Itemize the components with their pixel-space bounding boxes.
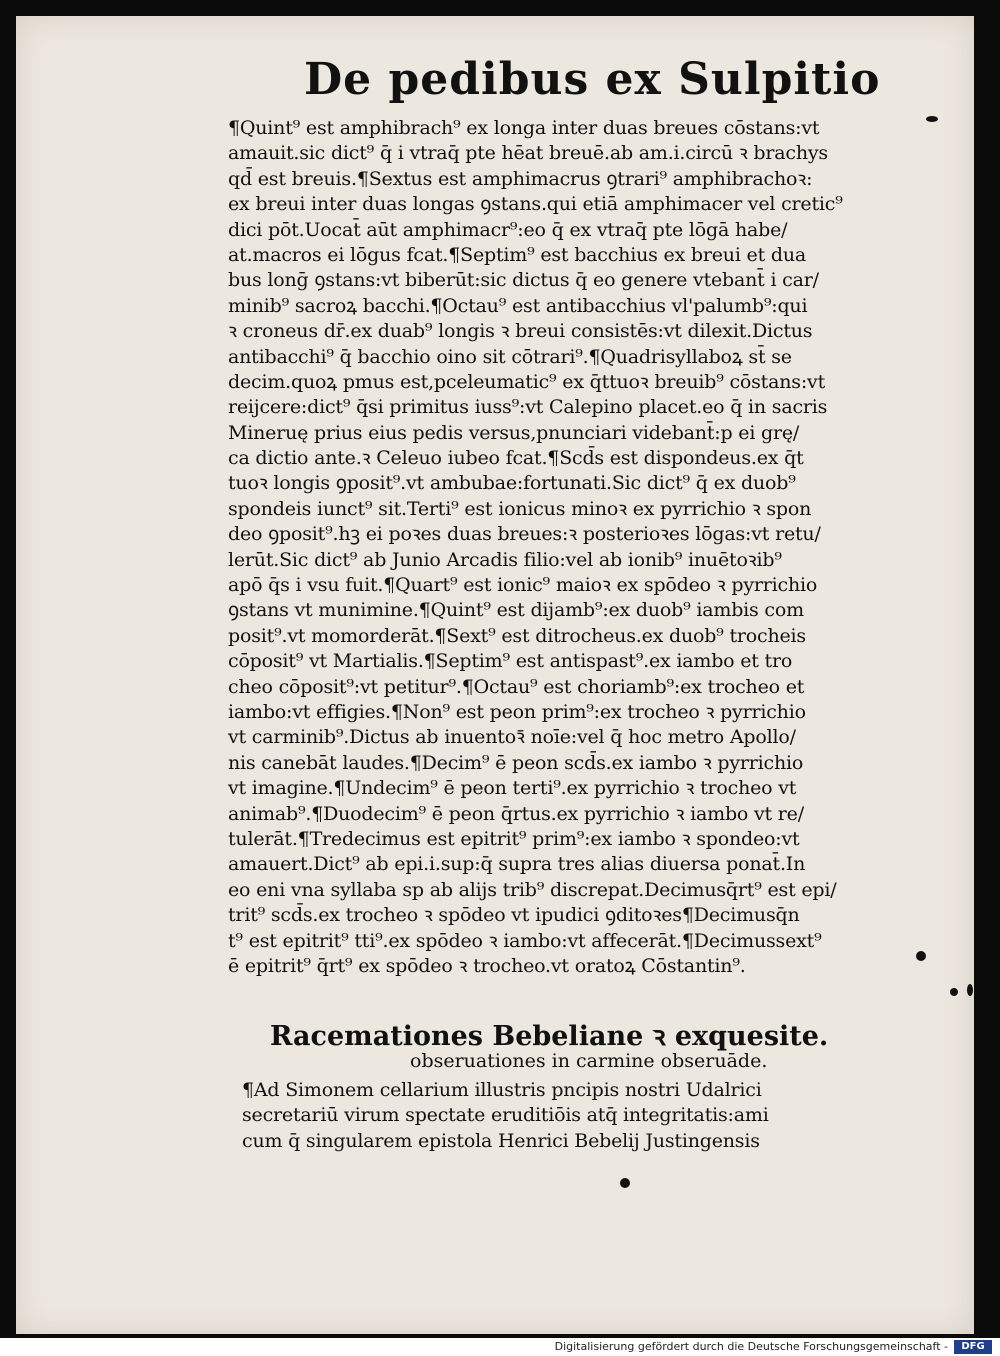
body-line: ¶Quint⁹ est amphibrach⁹ ex longa inter duas breues cōstans:vt <box>228 117 820 139</box>
body-line: reijcere:dict⁹ q̄si primitus iuss⁹:vt Calepino placet.eo q̄ in sacris <box>228 396 828 419</box>
body-line: antibacchi⁹ q̄ bacchio oino sit cōtrari⁹.¶Quadrisyllaboꝝ st̄ se <box>228 345 792 368</box>
ink-mark <box>926 116 938 122</box>
body-line: bus lonḡ ꝯstans:vt biberūt:sic dictus q̄ eo genere vtebant̄ i car/ <box>228 269 819 292</box>
body-line: at.macros ei lōgus fcat.¶Septim⁹ est bacchius ex breui et dua <box>228 243 807 266</box>
digitization-footer <box>0 1338 1000 1356</box>
body-line: nis canebāt laudes.¶Decim⁹ ē peon scd̄s.ex iambo ꝛ pyrrichio <box>228 751 804 774</box>
body-line: deo ꝯposit⁹.hꝫ ei poꝛes duas breues:ꝛ posterioꝛes lōgas:vt retu/ <box>228 523 821 546</box>
body-line: ꝛ croneus dr̄.ex duab⁹ longis ꝛ breui consistēs:vt dilexit.Dictus <box>228 320 813 343</box>
body-line: amauert.Dict⁹ ab epi.i.sup:q̄ supra tres alias diuersa ponat̄.In <box>228 853 806 876</box>
body-line: spondeis iunct⁹ sit.Terti⁹ est ionicus minoꝛ ex pyrrichio ꝛ spon <box>228 497 812 520</box>
ink-mark <box>950 988 958 996</box>
body-text <box>228 116 928 979</box>
body-line: ꝯstans vt munimine.¶Quint⁹ est dijamb⁹:ex duob⁹ iambis com <box>228 599 804 622</box>
body-line: cheo cōposit⁹:vt petitur⁹.¶Octau⁹ est choriamb⁹:ex trocheo et <box>228 675 805 698</box>
body-line: tulerāt.¶Tredecimus est epitrit⁹ prim⁹:ex iambo ꝛ spondeo:vt <box>228 827 800 850</box>
body-line: tuoꝛ longis ꝯposit⁹.vt ambubae:fortunati.Sic dict⁹ q̄ ex duob⁹ <box>228 472 796 495</box>
ink-mark <box>916 951 926 961</box>
body-line: lerūt.Sic dict⁹ ab Junio Arcadis filio:vel ab ionib⁹ inuētoꝛib⁹ <box>228 548 782 571</box>
body-line: animab⁹.¶Duodecim⁹ ē peon q̄rtus.ex pyrrichio ꝛ iambo vt re/ <box>228 802 804 825</box>
body-line: minib⁹ sacroꝝ bacchi.¶Octau⁹ est antibacchius vl'palumb⁹:qui <box>228 294 808 317</box>
body-line: amauit.sic dict⁹ q̄ i vtraq̄ pte hēat breuē.ab am.i.circū ꝛ brachys <box>228 142 828 165</box>
body-line: vt imagine.¶Undecim⁹ ē peon terti⁹.ex pyrrichio ꝛ trocheo vt <box>228 777 797 800</box>
body-line: t⁹ est epitrit⁹ tti⁹.ex spōdeo ꝛ iambo:vt affecerāt.¶Decimussext⁹ <box>228 929 822 952</box>
body-line: Mineruę prius eius pedis versus,pnunciari videbant̄:p ei grę/ <box>228 421 800 444</box>
book-page <box>16 16 974 1334</box>
body-line: decim.quoꝝ pmus est,pceleumatic⁹ ex q̄ttuoꝛ breuib⁹ cōstans:vt <box>228 370 826 393</box>
dfg-logo: DFG <box>954 1340 992 1354</box>
body-line: posit⁹.vt momorderāt.¶Sext⁹ est ditrocheus.ex duob⁹ trocheis <box>228 624 806 647</box>
dedication-line: cum q̄ singularem epistola Henrici Bebelij Justingensis <box>242 1129 760 1152</box>
ink-mark <box>620 1178 630 1188</box>
body-line: dici pōt.Uocat̄ aūt amphimacr⁹:eo q̄ ex vtraq̄ pte lōgā habe/ <box>228 218 788 241</box>
dedication-text <box>242 1078 942 1154</box>
body-line: cōposit⁹ vt Martialis.¶Septim⁹ est antispast⁹.ex iambo et tro <box>228 650 793 673</box>
body-line: qd̄ est breuis.¶Sextus est amphimacrus ꝯtrari⁹ amphibrachoꝛ: <box>228 167 813 190</box>
body-line: vt carminib⁹.Dictus ab inuentoꝛ̄ noīe:vel q̄ hoc metro Apollo/ <box>228 726 796 749</box>
ink-mark <box>967 984 973 996</box>
section-title: Racemationes Bebeliane ꝛ exquesite. <box>270 1021 829 1052</box>
body-line: eo eni vna syllaba sp ab alijs trib⁹ discrepat.Decimusq̄rt⁹ est epi/ <box>228 878 837 901</box>
dedication-line: ¶Ad Simonem cellarium illustris pncipis nostri Udalrici <box>242 1079 762 1101</box>
body-line: trit⁹ scd̄s.ex trocheo ꝛ spōdeo vt ipudici ꝯditoꝛes¶Decimusq̄n <box>228 904 800 927</box>
body-line: ē epitrit⁹ q̄rt⁹ ex spōdeo ꝛ trocheo.vt oratoꝝ Cōstantin⁹. <box>228 954 746 977</box>
body-line: ex breui inter duas longas ꝯstans.qui etiā amphimacer vel cretic⁹ <box>228 193 843 216</box>
body-line: apō q̄s i vsu fuit.¶Quart⁹ est ionic⁹ maioꝛ ex spōdeo ꝛ pyrrichio <box>228 574 818 597</box>
body-line: ca dictio ante.ꝛ Celeuo iubeo fcat.¶Scd̄s est dispondeus.ex q̄t <box>228 447 804 470</box>
section-subtitle: obseruationes in carmine obseruāde. <box>410 1050 768 1072</box>
page-heading: De pedibus ex Sulpitio <box>304 54 881 105</box>
body-line: iambo:vt effigies.¶Non⁹ est peon prim⁹:ex trocheo ꝛ pyrrichio <box>228 700 806 723</box>
dedication-line: secretariū virum spectate eruditiōis atq̄ integritatis:ami <box>242 1104 769 1127</box>
footer-credit: Digitalisierung gefördert durch die Deutsche Forschungsgemeinschaft - <box>554 1340 948 1353</box>
